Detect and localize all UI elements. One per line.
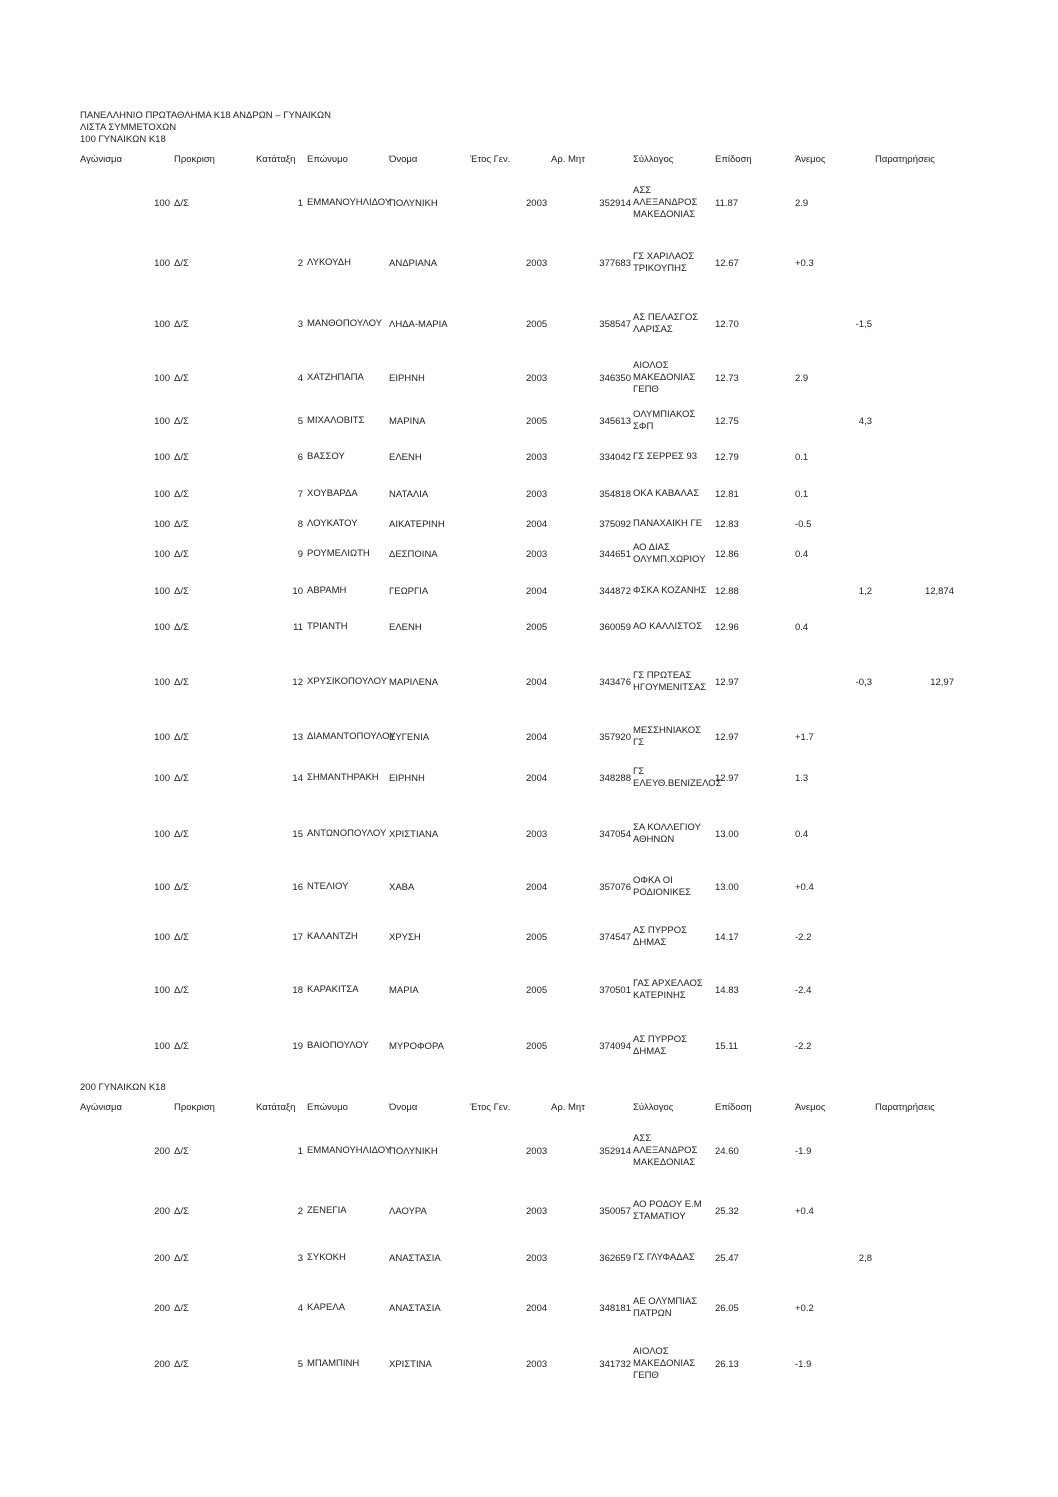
header-name: Όνομα bbox=[389, 154, 418, 165]
rank-cell: 1 bbox=[297, 197, 303, 209]
name-cell: ΕΥΓΕΝΙΑ bbox=[389, 731, 430, 743]
surname-cell: ΑΝΤΩΝΟΠΟΥΛΟΥ bbox=[307, 828, 387, 839]
birth-year-cell: 2004 bbox=[526, 881, 548, 893]
table-row bbox=[0, 1032, 1058, 1060]
birth-year-cell: 2005 bbox=[526, 1040, 548, 1052]
birth-year-cell: 2004 bbox=[526, 772, 548, 784]
birth-year-cell: 2004 bbox=[526, 676, 548, 688]
name-cell: ΑΝΔΡΙΑΝΑ bbox=[389, 257, 438, 269]
table-row bbox=[0, 1130, 1058, 1172]
name-cell: ΜΥΡΟΦΟΡΑ bbox=[389, 1040, 444, 1052]
performance-cell: 12.70 bbox=[715, 318, 739, 330]
club-cell: ΟΦΚΑ ΟΙ ΡΟΔΙΟΝΙΚΕΣ bbox=[633, 875, 691, 898]
wind-cell: 2.9 bbox=[795, 197, 809, 209]
surname-cell: ΚΑΡΑΚΙΤΣΑ bbox=[307, 984, 359, 995]
registration-cell: 348288 bbox=[599, 772, 631, 784]
club-cell: ΑΟ ΚΑΛΛΙΣΤΟΣ bbox=[633, 621, 702, 632]
qualification-cell: Δ/Σ bbox=[174, 585, 189, 597]
birth-year-cell: 2003 bbox=[526, 1145, 548, 1157]
performance-cell: 26.13 bbox=[715, 1358, 739, 1370]
surname-cell: ΑΒΡΑΜΗ bbox=[307, 585, 347, 596]
registration-cell: 357920 bbox=[599, 731, 631, 743]
header-notes: Παρατηρήσεις bbox=[875, 154, 935, 165]
wind-cell: -1.9 bbox=[795, 1145, 812, 1157]
event-cell: 200 bbox=[154, 1205, 170, 1217]
club-cell: ΟΛΥΜΠΙΑΚΟΣ ΣΦΠ bbox=[633, 409, 696, 432]
performance-cell: 14.17 bbox=[715, 931, 739, 943]
name-cell: ΕΛΕΝΗ bbox=[389, 621, 422, 633]
performance-cell: 11.87 bbox=[715, 197, 739, 209]
rank-cell: 10 bbox=[292, 585, 303, 597]
wind-cell: -2.2 bbox=[795, 1040, 812, 1052]
birth-year-cell: 2003 bbox=[526, 828, 548, 840]
header-name: Όνομα bbox=[389, 1102, 418, 1113]
header-registration: Αρ. Μητ bbox=[551, 154, 585, 165]
header-surname: Επώνυμο bbox=[307, 1102, 348, 1113]
qualification-cell: Δ/Σ bbox=[174, 415, 189, 427]
rank-cell: 12 bbox=[292, 676, 303, 688]
rank-cell: 18 bbox=[292, 984, 303, 996]
note-cell: 4,3 bbox=[858, 415, 872, 427]
club-cell: ΓΣ ΣΕΡΡΕΣ 93 bbox=[633, 451, 698, 462]
birth-year-cell: 2005 bbox=[526, 415, 548, 427]
club-cell: ΑΣΣ ΑΛΕΞΑΝΔΡΟΣ ΜΑΚΕΔΟΝΙΑΣ bbox=[633, 1133, 698, 1168]
rank-cell: 4 bbox=[297, 1302, 303, 1314]
surname-cell: ΧΡΥΣΙΚΟΠΟΥΛΟΥ bbox=[307, 676, 388, 687]
club-cell: ΓΣ ΧΑΡΙΛΑΟΣ ΤΡΙΚΟΥΠΗΣ bbox=[633, 251, 695, 274]
club-cell: ΟΚΑ ΚΑΒΑΛΑΣ bbox=[633, 488, 700, 499]
event-cell: 100 bbox=[154, 372, 170, 384]
rank-cell: 2 bbox=[297, 1205, 303, 1217]
name-cell: ΧΑΒΑ bbox=[389, 881, 415, 893]
wind-cell: +1.7 bbox=[795, 731, 814, 743]
performance-cell: 13.00 bbox=[715, 828, 739, 840]
registration-cell: 348181 bbox=[599, 1302, 631, 1314]
surname-cell: ΜΠΑΜΠΙΝΗ bbox=[307, 1358, 360, 1369]
performance-cell: 12.88 bbox=[715, 585, 739, 597]
wind-cell: +0.4 bbox=[795, 881, 814, 893]
name-cell: ΜΑΡΙΝΑ bbox=[389, 415, 426, 427]
club-cell: ΑΙΟΛΟΣ ΜΑΚΕΔΟΝΙΑΣ ΓΕΠΘ bbox=[633, 1346, 696, 1381]
surname-cell: ΕΜΜΑΝΟΥΗΛΙΔΟΥ bbox=[307, 1145, 392, 1156]
surname-cell: ΛΟΥΚΑΤΟΥ bbox=[307, 518, 358, 529]
wind-cell: -0.5 bbox=[795, 518, 812, 530]
section-title-100: 100 ΓΥΝΑΙΚΩΝ Κ18 bbox=[80, 134, 166, 145]
registration-cell: 374094 bbox=[599, 1040, 631, 1052]
surname-cell: ΒΑΙΟΠΟΥΛΟΥ bbox=[307, 1040, 369, 1051]
registration-cell: 350057 bbox=[599, 1205, 631, 1217]
qualification-cell: Δ/Σ bbox=[174, 1205, 189, 1217]
note-cell: 2,8 bbox=[858, 1252, 872, 1264]
name-cell: ΔΕΣΠΟΙΝΑ bbox=[389, 548, 438, 560]
birth-year-cell: 2005 bbox=[526, 931, 548, 943]
qualification-cell: Δ/Σ bbox=[174, 772, 189, 784]
event-cell: 100 bbox=[154, 881, 170, 893]
event-cell: 100 bbox=[154, 984, 170, 996]
qualification-cell: Δ/Σ bbox=[174, 488, 189, 500]
table-row bbox=[0, 1248, 1058, 1268]
event-cell: 100 bbox=[154, 731, 170, 743]
header-event: Αγώνισμα bbox=[80, 1102, 123, 1113]
note-value-cell: 12,874 bbox=[924, 585, 954, 597]
note-cell: -0,3 bbox=[855, 676, 872, 688]
performance-cell: 12.96 bbox=[715, 621, 739, 633]
birth-year-cell: 2003 bbox=[526, 257, 548, 269]
surname-cell: ΧΑΤΖΗΠΑΠΑ bbox=[307, 372, 364, 383]
registration-cell: 352914 bbox=[599, 1145, 631, 1157]
registration-cell: 345613 bbox=[599, 415, 631, 427]
event-cell: 100 bbox=[154, 415, 170, 427]
table-row bbox=[0, 762, 1058, 794]
club-cell: ΓΣ ΠΡΩΤΕΑΣ ΗΓΟΥΜΕΝΙΤΣΑΣ bbox=[633, 670, 707, 693]
performance-cell: 12.73 bbox=[715, 372, 739, 384]
event-cell: 200 bbox=[154, 1358, 170, 1370]
qualification-cell: Δ/Σ bbox=[174, 451, 189, 463]
performance-cell: 12.97 bbox=[715, 772, 739, 784]
table-row bbox=[0, 975, 1058, 1005]
name-cell: ΛΑΟΥΡΑ bbox=[389, 1205, 427, 1217]
event-cell: 100 bbox=[154, 585, 170, 597]
rank-cell: 14 bbox=[292, 772, 303, 784]
birth-year-cell: 2005 bbox=[526, 621, 548, 633]
event-cell: 100 bbox=[154, 931, 170, 943]
birth-year-cell: 2004 bbox=[526, 1302, 548, 1314]
event-cell: 100 bbox=[154, 772, 170, 784]
surname-cell: ΧΟΥΒΑΡΔΑ bbox=[307, 488, 358, 499]
rank-cell: 1 bbox=[297, 1145, 303, 1157]
surname-cell: ΖΕΝΕΓΙΑ bbox=[307, 1205, 347, 1216]
name-cell: ΧΡΥΣΗ bbox=[389, 931, 421, 943]
table-row bbox=[0, 582, 1058, 600]
table-row bbox=[0, 540, 1058, 568]
note-cell: -1,5 bbox=[855, 318, 872, 330]
performance-cell: 13.00 bbox=[715, 881, 739, 893]
wind-cell: 1.3 bbox=[795, 772, 809, 784]
header-birth-year: Έτος Γεν. bbox=[470, 1102, 511, 1113]
header-notes: Παρατηρήσεις bbox=[875, 1102, 935, 1113]
qualification-cell: Δ/Σ bbox=[174, 1302, 189, 1314]
birth-year-cell: 2003 bbox=[526, 548, 548, 560]
registration-cell: 352914 bbox=[599, 197, 631, 209]
rank-cell: 19 bbox=[292, 1040, 303, 1052]
birth-year-cell: 2005 bbox=[526, 318, 548, 330]
name-cell: ΜΑΡΙΛΕΝΑ bbox=[389, 676, 439, 688]
surname-cell: ΡΟΥΜΕΛΙΩΤΗ bbox=[307, 548, 370, 559]
qualification-cell: Δ/Σ bbox=[174, 1358, 189, 1370]
performance-cell: 12.83 bbox=[715, 518, 739, 530]
qualification-cell: Δ/Σ bbox=[174, 731, 189, 743]
table-row bbox=[0, 408, 1058, 434]
birth-year-cell: 2003 bbox=[526, 488, 548, 500]
rank-cell: 16 bbox=[292, 881, 303, 893]
event-cell: 100 bbox=[154, 676, 170, 688]
club-cell: ΑΟ ΔΙΑΣ ΟΛΥΜΠ.ΧΩΡΙΟΥ bbox=[633, 542, 706, 565]
club-cell: ΑΣΣ ΑΛΕΞΑΝΔΡΟΣ ΜΑΚΕΔΟΝΙΑΣ bbox=[633, 185, 698, 220]
registration-cell: 344872 bbox=[599, 585, 631, 597]
rank-cell: 7 bbox=[297, 488, 303, 500]
registration-cell: 357076 bbox=[599, 881, 631, 893]
table-row bbox=[0, 303, 1058, 345]
wind-cell: 0.1 bbox=[795, 488, 809, 500]
registration-cell: 341732 bbox=[599, 1358, 631, 1370]
rank-cell: 5 bbox=[297, 1358, 303, 1370]
registration-cell: 360059 bbox=[599, 621, 631, 633]
rank-cell: 5 bbox=[297, 415, 303, 427]
qualification-cell: Δ/Σ bbox=[174, 881, 189, 893]
table-header bbox=[0, 154, 1058, 168]
wind-cell: 0.1 bbox=[795, 451, 809, 463]
table-row bbox=[0, 873, 1058, 901]
header-rank: Κατάταξη bbox=[256, 154, 296, 165]
event-cell: 100 bbox=[154, 548, 170, 560]
registration-cell: 377683 bbox=[599, 257, 631, 269]
header-event: Αγώνισμα bbox=[80, 154, 123, 165]
qualification-cell: Δ/Σ bbox=[174, 621, 189, 633]
performance-cell: 14.83 bbox=[715, 984, 739, 996]
table-row bbox=[0, 182, 1058, 224]
qualification-cell: Δ/Σ bbox=[174, 931, 189, 943]
document-title: ΠΑΝΕΛΛΗΝΙΟ ΠΡΩΤΑΘΛΗΜΑ Κ18 ΑΝΔΡΩΝ – ΓΥΝΑΙΚΩΝ bbox=[80, 110, 331, 121]
performance-cell: 15.11 bbox=[715, 1040, 739, 1052]
performance-cell: 12.97 bbox=[715, 676, 739, 688]
surname-cell: ΣΥΚΟΚΗ bbox=[307, 1252, 346, 1263]
event-cell: 100 bbox=[154, 621, 170, 633]
header-club: Σύλλογος bbox=[633, 154, 674, 165]
event-cell: 200 bbox=[154, 1145, 170, 1157]
name-cell: ΠΟΛΥΝΙΚΗ bbox=[389, 197, 438, 209]
performance-cell: 12.97 bbox=[715, 731, 739, 743]
wind-cell: -2.2 bbox=[795, 931, 812, 943]
registration-cell: 346350 bbox=[599, 372, 631, 384]
name-cell: ΝΑΤΑΛΙΑ bbox=[389, 488, 429, 500]
surname-cell: ΒΑΣΣΟΥ bbox=[307, 451, 345, 462]
document-subtitle: ΛΙΣΤΑ ΣΥΜΜΕΤΟΧΩΝ bbox=[80, 122, 177, 133]
rank-cell: 8 bbox=[297, 518, 303, 530]
birth-year-cell: 2004 bbox=[526, 518, 548, 530]
event-cell: 100 bbox=[154, 257, 170, 269]
wind-cell: +0.4 bbox=[795, 1205, 814, 1217]
birth-year-cell: 2003 bbox=[526, 1205, 548, 1217]
surname-cell: ΛΥΚΟΥΔΗ bbox=[307, 257, 351, 268]
performance-cell: 12.75 bbox=[715, 415, 739, 427]
qualification-cell: Δ/Σ bbox=[174, 318, 189, 330]
table-row bbox=[0, 666, 1058, 698]
surname-cell: ΤΡΙΑΝΤΗ bbox=[307, 621, 348, 632]
qualification-cell: Δ/Σ bbox=[174, 1145, 189, 1157]
club-cell: ΑΣ ΠΥΡΡΟΣ ΔΗΜΑΣ bbox=[633, 925, 687, 948]
birth-year-cell: 2003 bbox=[526, 372, 548, 384]
birth-year-cell: 2004 bbox=[526, 585, 548, 597]
club-cell: ΑΟ ΡΟΔΟΥ Ε.Μ ΣΤΑΜΑΤΙΟΥ bbox=[633, 1199, 702, 1222]
wind-cell: 2.9 bbox=[795, 372, 809, 384]
birth-year-cell: 2004 bbox=[526, 731, 548, 743]
club-cell: ΦΣΚΑ ΚΟΖΑΝΗΣ bbox=[633, 585, 707, 596]
name-cell: ΕΙΡΗΝΗ bbox=[389, 772, 425, 784]
event-cell: 100 bbox=[154, 1040, 170, 1052]
name-cell: ΜΑΡΙΑ bbox=[389, 984, 419, 996]
performance-cell: 12.67 bbox=[715, 257, 739, 269]
name-cell: ΛΗΔΑ-ΜΑΡΙΑ bbox=[389, 318, 448, 330]
registration-cell: 374547 bbox=[599, 931, 631, 943]
registration-cell: 347054 bbox=[599, 828, 631, 840]
performance-cell: 12.86 bbox=[715, 548, 739, 560]
header-performance: Επίδοση bbox=[715, 154, 752, 165]
birth-year-cell: 2003 bbox=[526, 1358, 548, 1370]
event-cell: 100 bbox=[154, 518, 170, 530]
name-cell: ΑΝΑΣΤΑΣΙΑ bbox=[389, 1302, 441, 1314]
header-birth-year: Έτος Γεν. bbox=[470, 154, 511, 165]
wind-cell: +0.2 bbox=[795, 1302, 814, 1314]
event-cell: 100 bbox=[154, 488, 170, 500]
qualification-cell: Δ/Σ bbox=[174, 984, 189, 996]
qualification-cell: Δ/Σ bbox=[174, 518, 189, 530]
rank-cell: 6 bbox=[297, 451, 303, 463]
performance-cell: 25.32 bbox=[715, 1205, 739, 1217]
wind-cell: -2.4 bbox=[795, 984, 812, 996]
club-cell: ΓΣ ΓΛΥΦΑΔΑΣ bbox=[633, 1252, 695, 1263]
note-value-cell: 12,97 bbox=[930, 676, 954, 688]
qualification-cell: Δ/Σ bbox=[174, 548, 189, 560]
event-cell: 100 bbox=[154, 318, 170, 330]
surname-cell: ΜΑΝΘΟΠΟΥΛΟΥ bbox=[307, 318, 383, 329]
birth-year-cell: 2003 bbox=[526, 1252, 548, 1264]
table-row bbox=[0, 515, 1058, 533]
registration-cell: 358547 bbox=[599, 318, 631, 330]
surname-cell: ΜΙΧΑΛΟΒΙΤΣ bbox=[307, 415, 365, 426]
surname-cell: ΚΑΛΑΝΤΖΗ bbox=[307, 931, 358, 942]
qualification-cell: Δ/Σ bbox=[174, 828, 189, 840]
registration-cell: 344651 bbox=[599, 548, 631, 560]
table-row bbox=[0, 924, 1058, 950]
performance-cell: 12.81 bbox=[715, 488, 739, 500]
table-row bbox=[0, 1293, 1058, 1323]
rank-cell: 2 bbox=[297, 257, 303, 269]
rank-cell: 3 bbox=[297, 1252, 303, 1264]
club-cell: ΑΕ ΟΛΥΜΠΙΑΣ ΠΑΤΡΩΝ bbox=[633, 1296, 698, 1319]
wind-cell: 0.4 bbox=[795, 548, 809, 560]
event-cell: 100 bbox=[154, 828, 170, 840]
event-cell: 200 bbox=[154, 1302, 170, 1314]
surname-cell: ΣΗΜΑΝΤΗΡΑΚΗ bbox=[307, 772, 379, 783]
table-header bbox=[0, 1102, 1058, 1116]
birth-year-cell: 2003 bbox=[526, 197, 548, 209]
table-row bbox=[0, 1343, 1058, 1385]
table-row bbox=[0, 362, 1058, 394]
birth-year-cell: 2005 bbox=[526, 984, 548, 996]
table-row bbox=[0, 248, 1058, 278]
rank-cell: 17 bbox=[292, 931, 303, 943]
name-cell: ΓΕΩΡΓΙΑ bbox=[389, 585, 429, 597]
wind-cell: +0.3 bbox=[795, 257, 814, 269]
header-qualification: Προκριση bbox=[174, 154, 215, 165]
table-row bbox=[0, 1196, 1058, 1226]
performance-cell: 26.05 bbox=[715, 1302, 739, 1314]
table-row bbox=[0, 448, 1058, 466]
wind-cell: 0.4 bbox=[795, 828, 809, 840]
name-cell: ΧΡΙΣΤΙΑΝΑ bbox=[389, 828, 439, 840]
table-row bbox=[0, 818, 1058, 850]
club-cell: ΣΑ ΚΟΛΛΕΓΙΟΥ ΑΘΗΝΩΝ bbox=[633, 822, 701, 845]
event-cell: 100 bbox=[154, 197, 170, 209]
registration-cell: 375092 bbox=[599, 518, 631, 530]
registration-cell: 334042 bbox=[599, 451, 631, 463]
club-cell: ΑΙΟΛΟΣ ΜΑΚΕΔΟΝΙΑΣ ΓΕΠΘ bbox=[633, 360, 696, 395]
table-row bbox=[0, 618, 1058, 636]
qualification-cell: Δ/Σ bbox=[174, 372, 189, 384]
rank-cell: 9 bbox=[297, 548, 303, 560]
club-cell: ΑΣ ΠΥΡΡΟΣ ΔΗΜΑΣ bbox=[633, 1034, 687, 1057]
registration-cell: 354818 bbox=[599, 488, 631, 500]
rank-cell: 15 bbox=[292, 828, 303, 840]
club-cell: ΑΣ ΠΕΛΑΣΓΟΣ ΛΑΡΙΣΑΣ bbox=[633, 312, 699, 335]
header-registration: Αρ. Μητ bbox=[551, 1102, 585, 1113]
header-club: Σύλλογος bbox=[633, 1102, 674, 1113]
performance-cell: 12.79 bbox=[715, 451, 739, 463]
registration-cell: 343476 bbox=[599, 676, 631, 688]
registration-cell: 370501 bbox=[599, 984, 631, 996]
rank-cell: 11 bbox=[293, 621, 303, 633]
rank-cell: 4 bbox=[297, 372, 303, 384]
qualification-cell: Δ/Σ bbox=[174, 1040, 189, 1052]
name-cell: ΠΟΛΥΝΙΚΗ bbox=[389, 1145, 438, 1157]
header-rank: Κατάταξη bbox=[256, 1102, 296, 1113]
qualification-cell: Δ/Σ bbox=[174, 257, 189, 269]
rank-cell: 13 bbox=[292, 731, 303, 743]
rank-cell: 3 bbox=[297, 318, 303, 330]
note-cell: 1,2 bbox=[858, 585, 872, 597]
wind-cell: -1.9 bbox=[795, 1358, 812, 1370]
performance-cell: 24.60 bbox=[715, 1145, 739, 1157]
name-cell: ΑΝΑΣΤΑΣΙΑ bbox=[389, 1252, 441, 1264]
birth-year-cell: 2003 bbox=[526, 451, 548, 463]
name-cell: ΑΙΚΑΤΕΡΙΝΗ bbox=[389, 518, 445, 530]
header-surname: Επώνυμο bbox=[307, 154, 348, 165]
qualification-cell: Δ/Σ bbox=[174, 676, 189, 688]
performance-cell: 25.47 bbox=[715, 1252, 739, 1264]
surname-cell: ΚΑΡΕΛΑ bbox=[307, 1302, 346, 1313]
event-cell: 100 bbox=[154, 451, 170, 463]
club-cell: ΓΣ ΕΛΕΥΘ.ΒΕΝΙΖΕΛΟΣ bbox=[633, 766, 722, 789]
qualification-cell: Δ/Σ bbox=[174, 197, 189, 209]
surname-cell: ΔΙΑΜΑΝΤΟΠΟΥΛΟΥ bbox=[307, 731, 396, 742]
section-title-200: 200 ΓΥΝΑΙΚΩΝ Κ18 bbox=[80, 1082, 166, 1093]
club-cell: ΠΑΝΑΧΑΙΚΗ ΓΕ bbox=[633, 518, 703, 529]
qualification-cell: Δ/Σ bbox=[174, 1252, 189, 1264]
header-wind: Άνεμος bbox=[795, 154, 826, 165]
event-cell: 200 bbox=[154, 1252, 170, 1264]
wind-cell: 0.4 bbox=[795, 621, 809, 633]
name-cell: ΧΡΙΣΤΙΝΑ bbox=[389, 1358, 432, 1370]
header-wind: Άνεμος bbox=[795, 1102, 826, 1113]
header-qualification: Προκριση bbox=[174, 1102, 215, 1113]
club-cell: ΓΑΣ ΑΡΧΕΛΑΟΣ ΚΑΤΕΡΙΝΗΣ bbox=[633, 978, 703, 1001]
surname-cell: ΕΜΜΑΝΟΥΗΛΙΔΟΥ bbox=[307, 197, 392, 208]
header-performance: Επίδοση bbox=[715, 1102, 752, 1113]
club-cell: ΜΕΣΣΗΝΙΑΚΟΣ ΓΣ bbox=[633, 725, 701, 748]
table-row bbox=[0, 485, 1058, 503]
table-row bbox=[0, 722, 1058, 752]
name-cell: ΕΙΡΗΝΗ bbox=[389, 372, 425, 384]
surname-cell: ΝΤΕΛΙΟΥ bbox=[307, 881, 349, 892]
name-cell: ΕΛΕΝΗ bbox=[389, 451, 422, 463]
registration-cell: 362659 bbox=[599, 1252, 631, 1264]
